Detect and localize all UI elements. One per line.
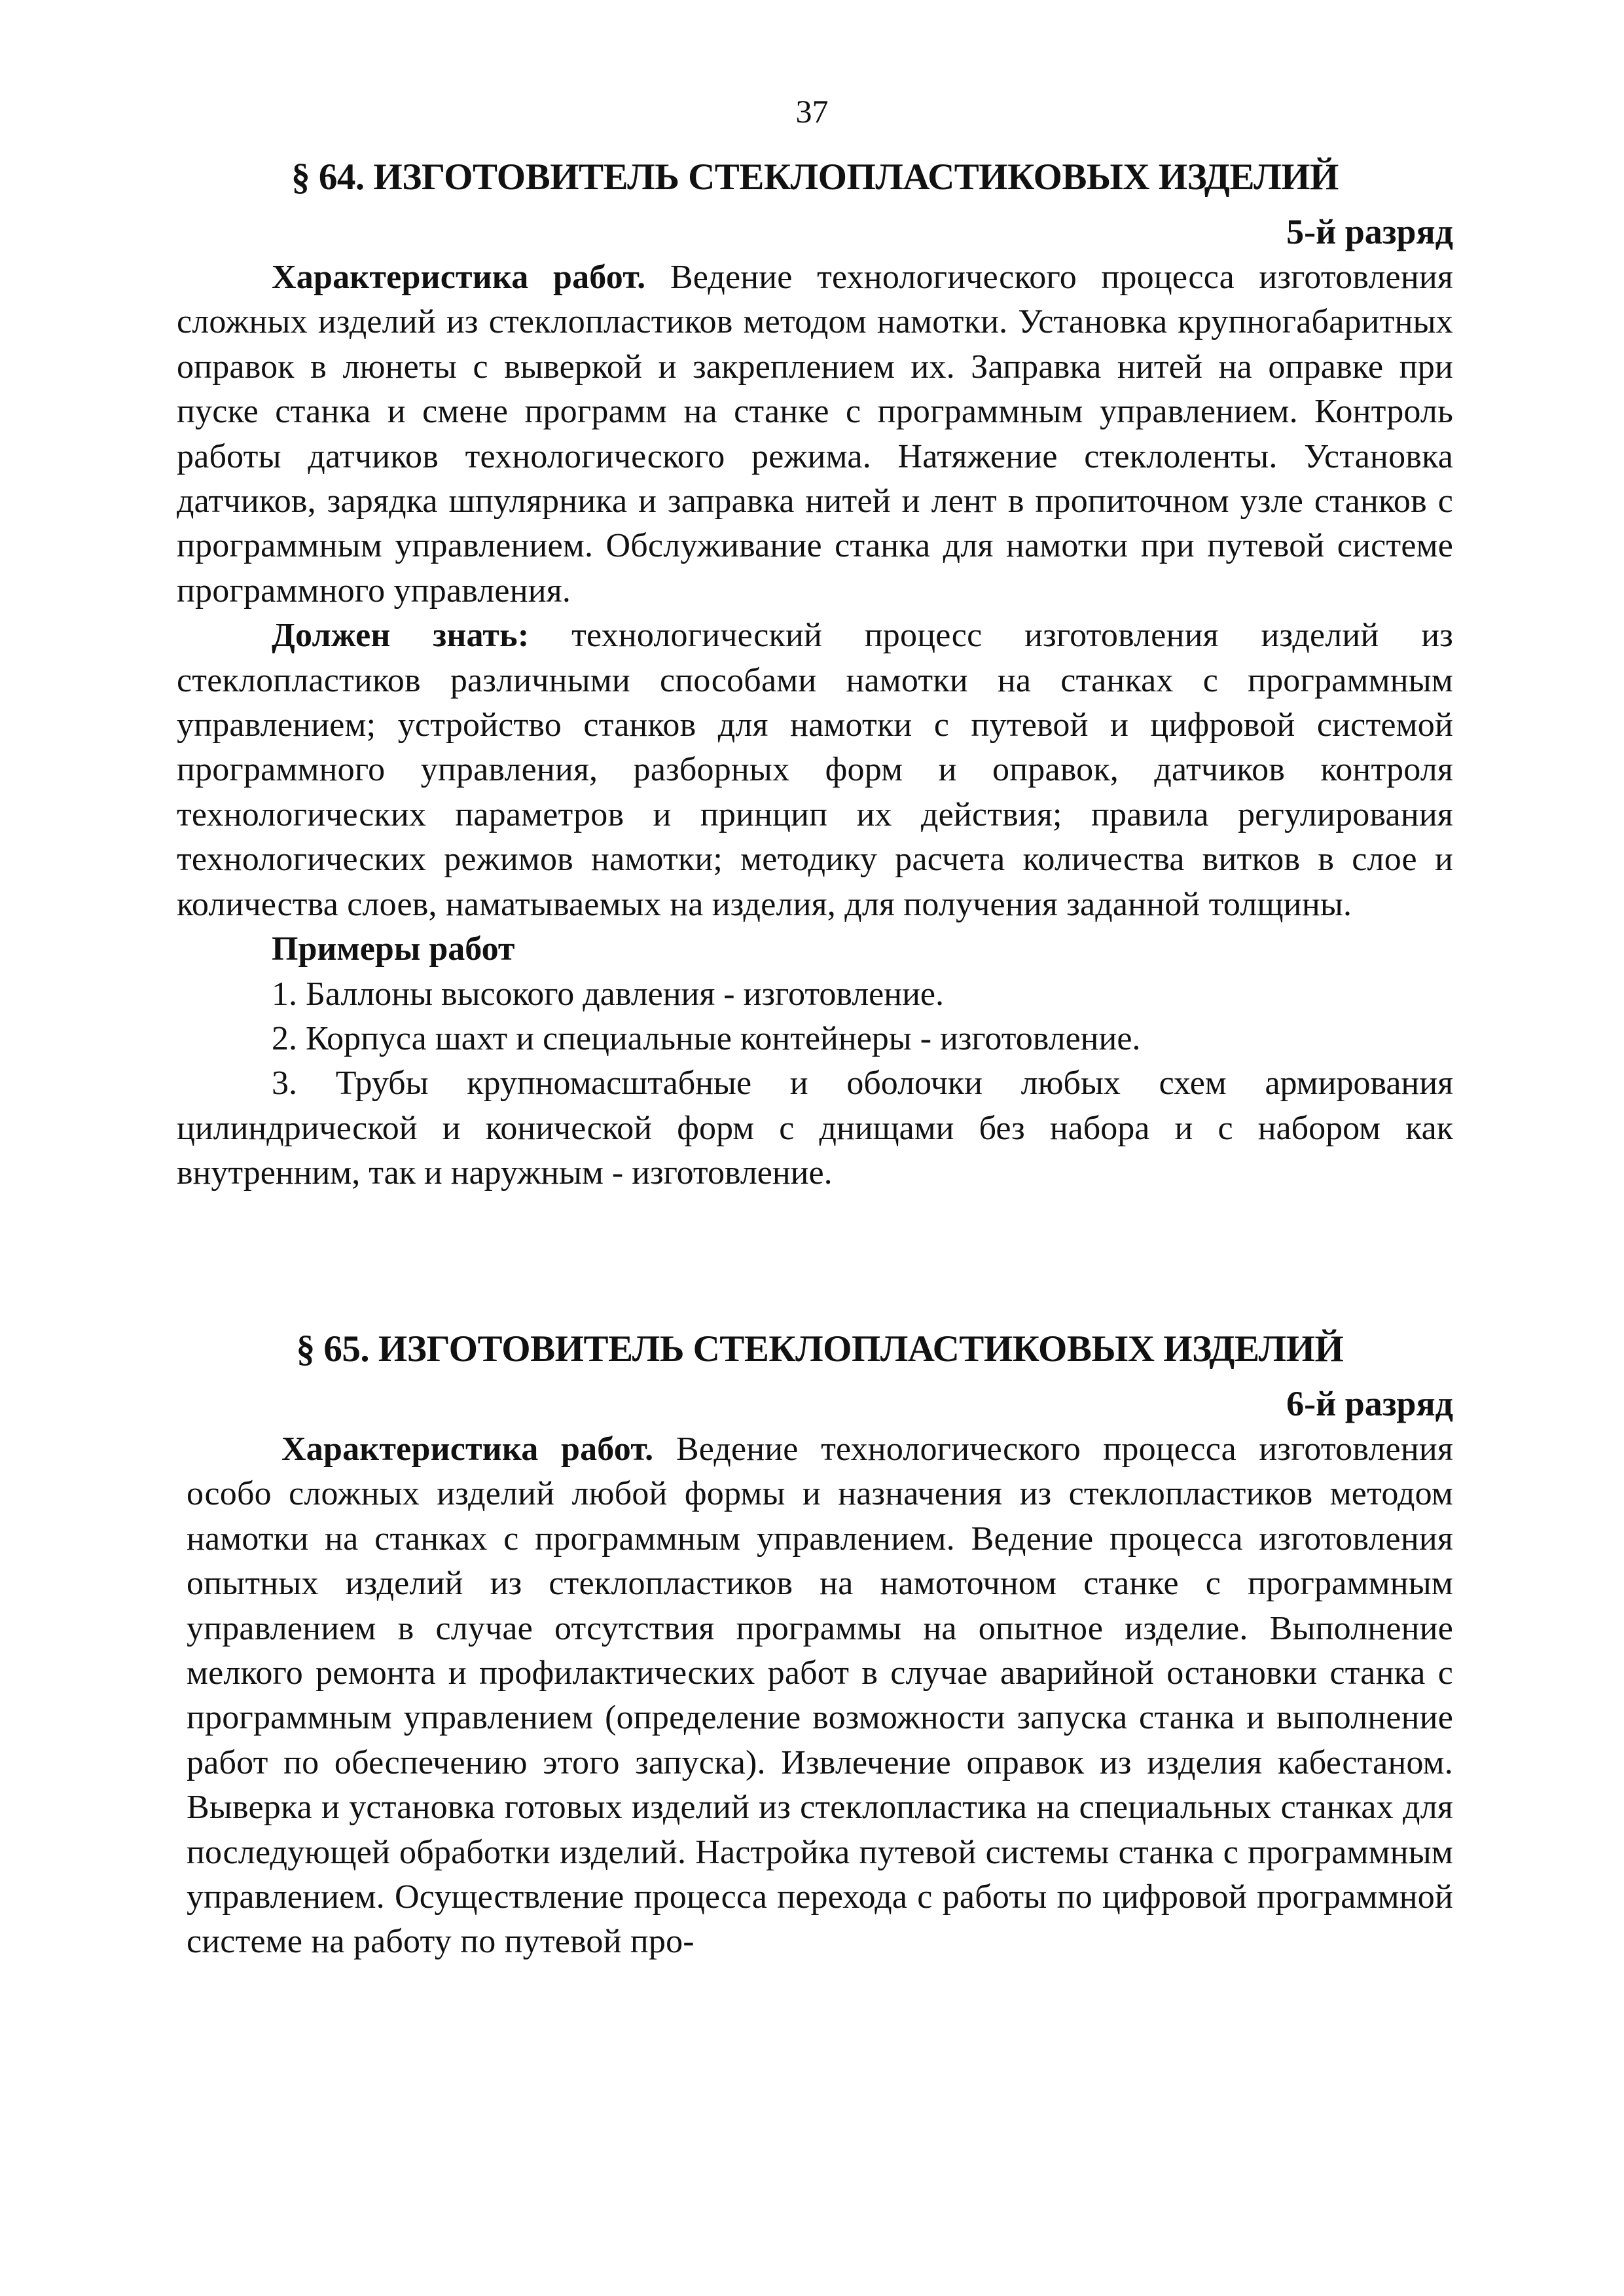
example-item: 2. Корпуса шахт и специальные контейнеры - изготовление. bbox=[272, 1019, 1141, 1057]
work-text: Ведение технологического процесса изготовления особо сложных изделий любой формы и назначения из стеклопластиков методом намотки на станках с программным управлением. Ведение процесса изготовления опытных изделий из стеклопластиков на намоточном станке с программным управлением в случае отсутствия программы на опытное изделие. Выполнение мелкого ремонта и профилактических работ в случае аварийной остановки станка с программным управлением (определение возможности запуска станка и выполнение работ по обеспечению этого запуска). Извлечение оправок из изделия кабестаном. Выверка и установка готовых изделий из стеклопластика на специальных станках для последующей обработки изделий. Настройка путевой системы станка с программным управлением. Осуществление процесса перехода с работы по цифровой программной системе на работу по путевой про- bbox=[187, 1430, 1453, 1961]
work-label: Характеристика работ. bbox=[281, 1430, 654, 1468]
examples-title: Примеры работ bbox=[272, 930, 515, 968]
grade-label: 5-й разряд bbox=[1286, 212, 1453, 251]
section-65 bbox=[187, 1324, 1453, 1965]
work-characteristics bbox=[177, 255, 1453, 613]
example-item: 1. Баллоны высокого давления - изготовление. bbox=[272, 975, 944, 1013]
section-title: § 65. ИЗГОТОВИТЕЛЬ СТЕКЛОПЛАСТИКОВЫХ ИЗДЕЛИЙ bbox=[296, 1328, 1344, 1370]
work-characteristics bbox=[187, 1427, 1453, 1965]
section-64 bbox=[177, 152, 1453, 1196]
page-number: 37 bbox=[795, 93, 829, 130]
grade-label: 6-й разряд bbox=[1286, 1384, 1453, 1423]
required-knowledge bbox=[177, 613, 1453, 927]
section-title: § 64. ИЗГОТОВИТЕЛЬ СТЕКЛОПЛАСТИКОВЫХ ИЗДЕЛИЙ bbox=[291, 156, 1339, 198]
knowledge-label: Должен знать: bbox=[272, 617, 530, 655]
knowledge-text: технологический процесс изготовления изделий из стеклопластиков различными способами намотки на станках с программным управлением; устройство станков для намотки с путевой и цифровой системой программного управления, разборных форм и оправок, датчиков контроля технологических параметров и принцип их действия; правила регулирования технологических режимов намотки; методику расчета количества витков в слое и количества слоев, наматываемых на изделия, для получения заданной толщины. bbox=[177, 617, 1453, 923]
example-item: 3. Трубы крупномасштабные и оболочки любых схем армирования цилиндрической и конической форм с днищами без набора и с набором как внутренним, так и наружным - изготовление. bbox=[177, 1065, 1453, 1192]
work-text: Ведение технологического процесса изготовления сложных изделий из стеклопластиков методом намотки. Установка крупногабаритных оправок в люнеты с выверкой и закреплением их. Заправка нитей на оправке при пуске станка и смене программ на станке с программным управлением. Контроль работы датчиков технологического режима. Натяжение стеклоленты. Установка датчиков, зарядка шпулярника и заправка нитей и лент в пропиточном узле станков с программным управлением. Обслуживание станка для намотки при путевой системе программного управления. bbox=[177, 259, 1453, 610]
work-label: Характеристика работ. bbox=[272, 259, 646, 296]
